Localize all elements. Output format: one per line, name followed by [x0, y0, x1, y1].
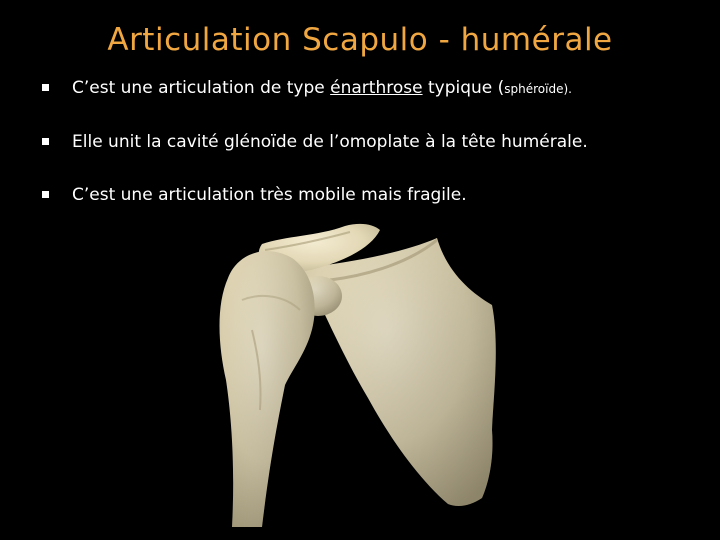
bullet-text: C’est une articulation de type: [72, 78, 331, 98]
bullet-item: [40, 76, 700, 101]
bullet-text: Elle unit la cavité glénoïde de l’omoplate à la tête humérale.: [72, 132, 588, 152]
bullet-text: C’est une articulation très mobile mais fragile.: [72, 185, 467, 205]
bullet-small-text: sphéroïde).: [504, 82, 572, 96]
shoulder-bones-illustration: [0, 215, 720, 540]
bullet-list: [40, 72, 700, 207]
bullet-underlined-term: énarthrose: [330, 78, 423, 98]
bullet-marker-icon: [42, 84, 49, 91]
bullet-marker-icon: [42, 138, 49, 145]
bullet-marker-icon: [42, 191, 49, 198]
slide-title: Articulation Scapulo - humérale: [107, 22, 613, 58]
bullet-item: [40, 183, 700, 207]
bullet-text: typique (: [422, 78, 505, 98]
bullet-item: [40, 130, 700, 154]
